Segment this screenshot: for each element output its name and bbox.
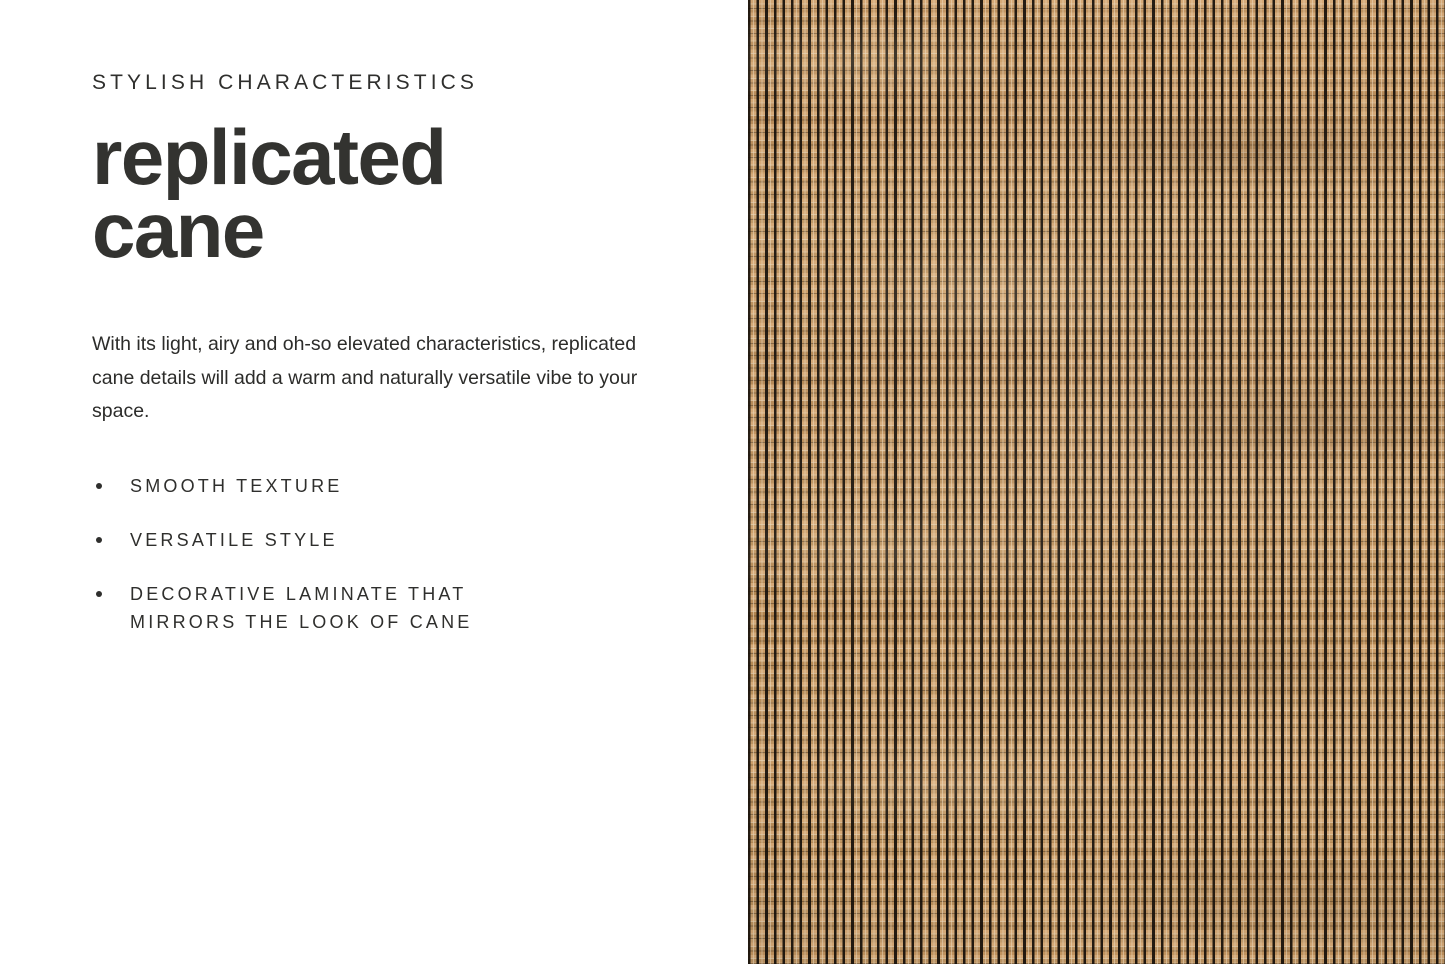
list-item-label: VERSATILE STYLE	[130, 529, 338, 550]
weave-vignette-layer	[748, 0, 1445, 964]
list-item-label: SMOOTH TEXTURE	[130, 475, 343, 496]
list-item-label-line2: MIRRORS THE LOOK OF CANE	[130, 611, 473, 632]
list-item	[92, 473, 668, 501]
bullet-dot-icon	[96, 537, 102, 543]
list-item-label: DECORATIVE LAMINATE THAT	[130, 583, 467, 604]
feature-list	[92, 473, 668, 637]
list-item	[92, 581, 668, 637]
body-paragraph: With its light, airy and oh-so elevated characteristics, replicated cane details will add a warm and naturally versatile vibe to your space.	[92, 333, 638, 423]
eyebrow-label: STYLISH CHARACTERISTICS	[92, 71, 479, 94]
bullet-dot-icon	[96, 483, 102, 489]
cane-texture-image	[748, 0, 1445, 964]
list-item	[92, 527, 668, 555]
page-title: replicated cane	[92, 113, 446, 274]
bullet-dot-icon	[96, 591, 102, 597]
